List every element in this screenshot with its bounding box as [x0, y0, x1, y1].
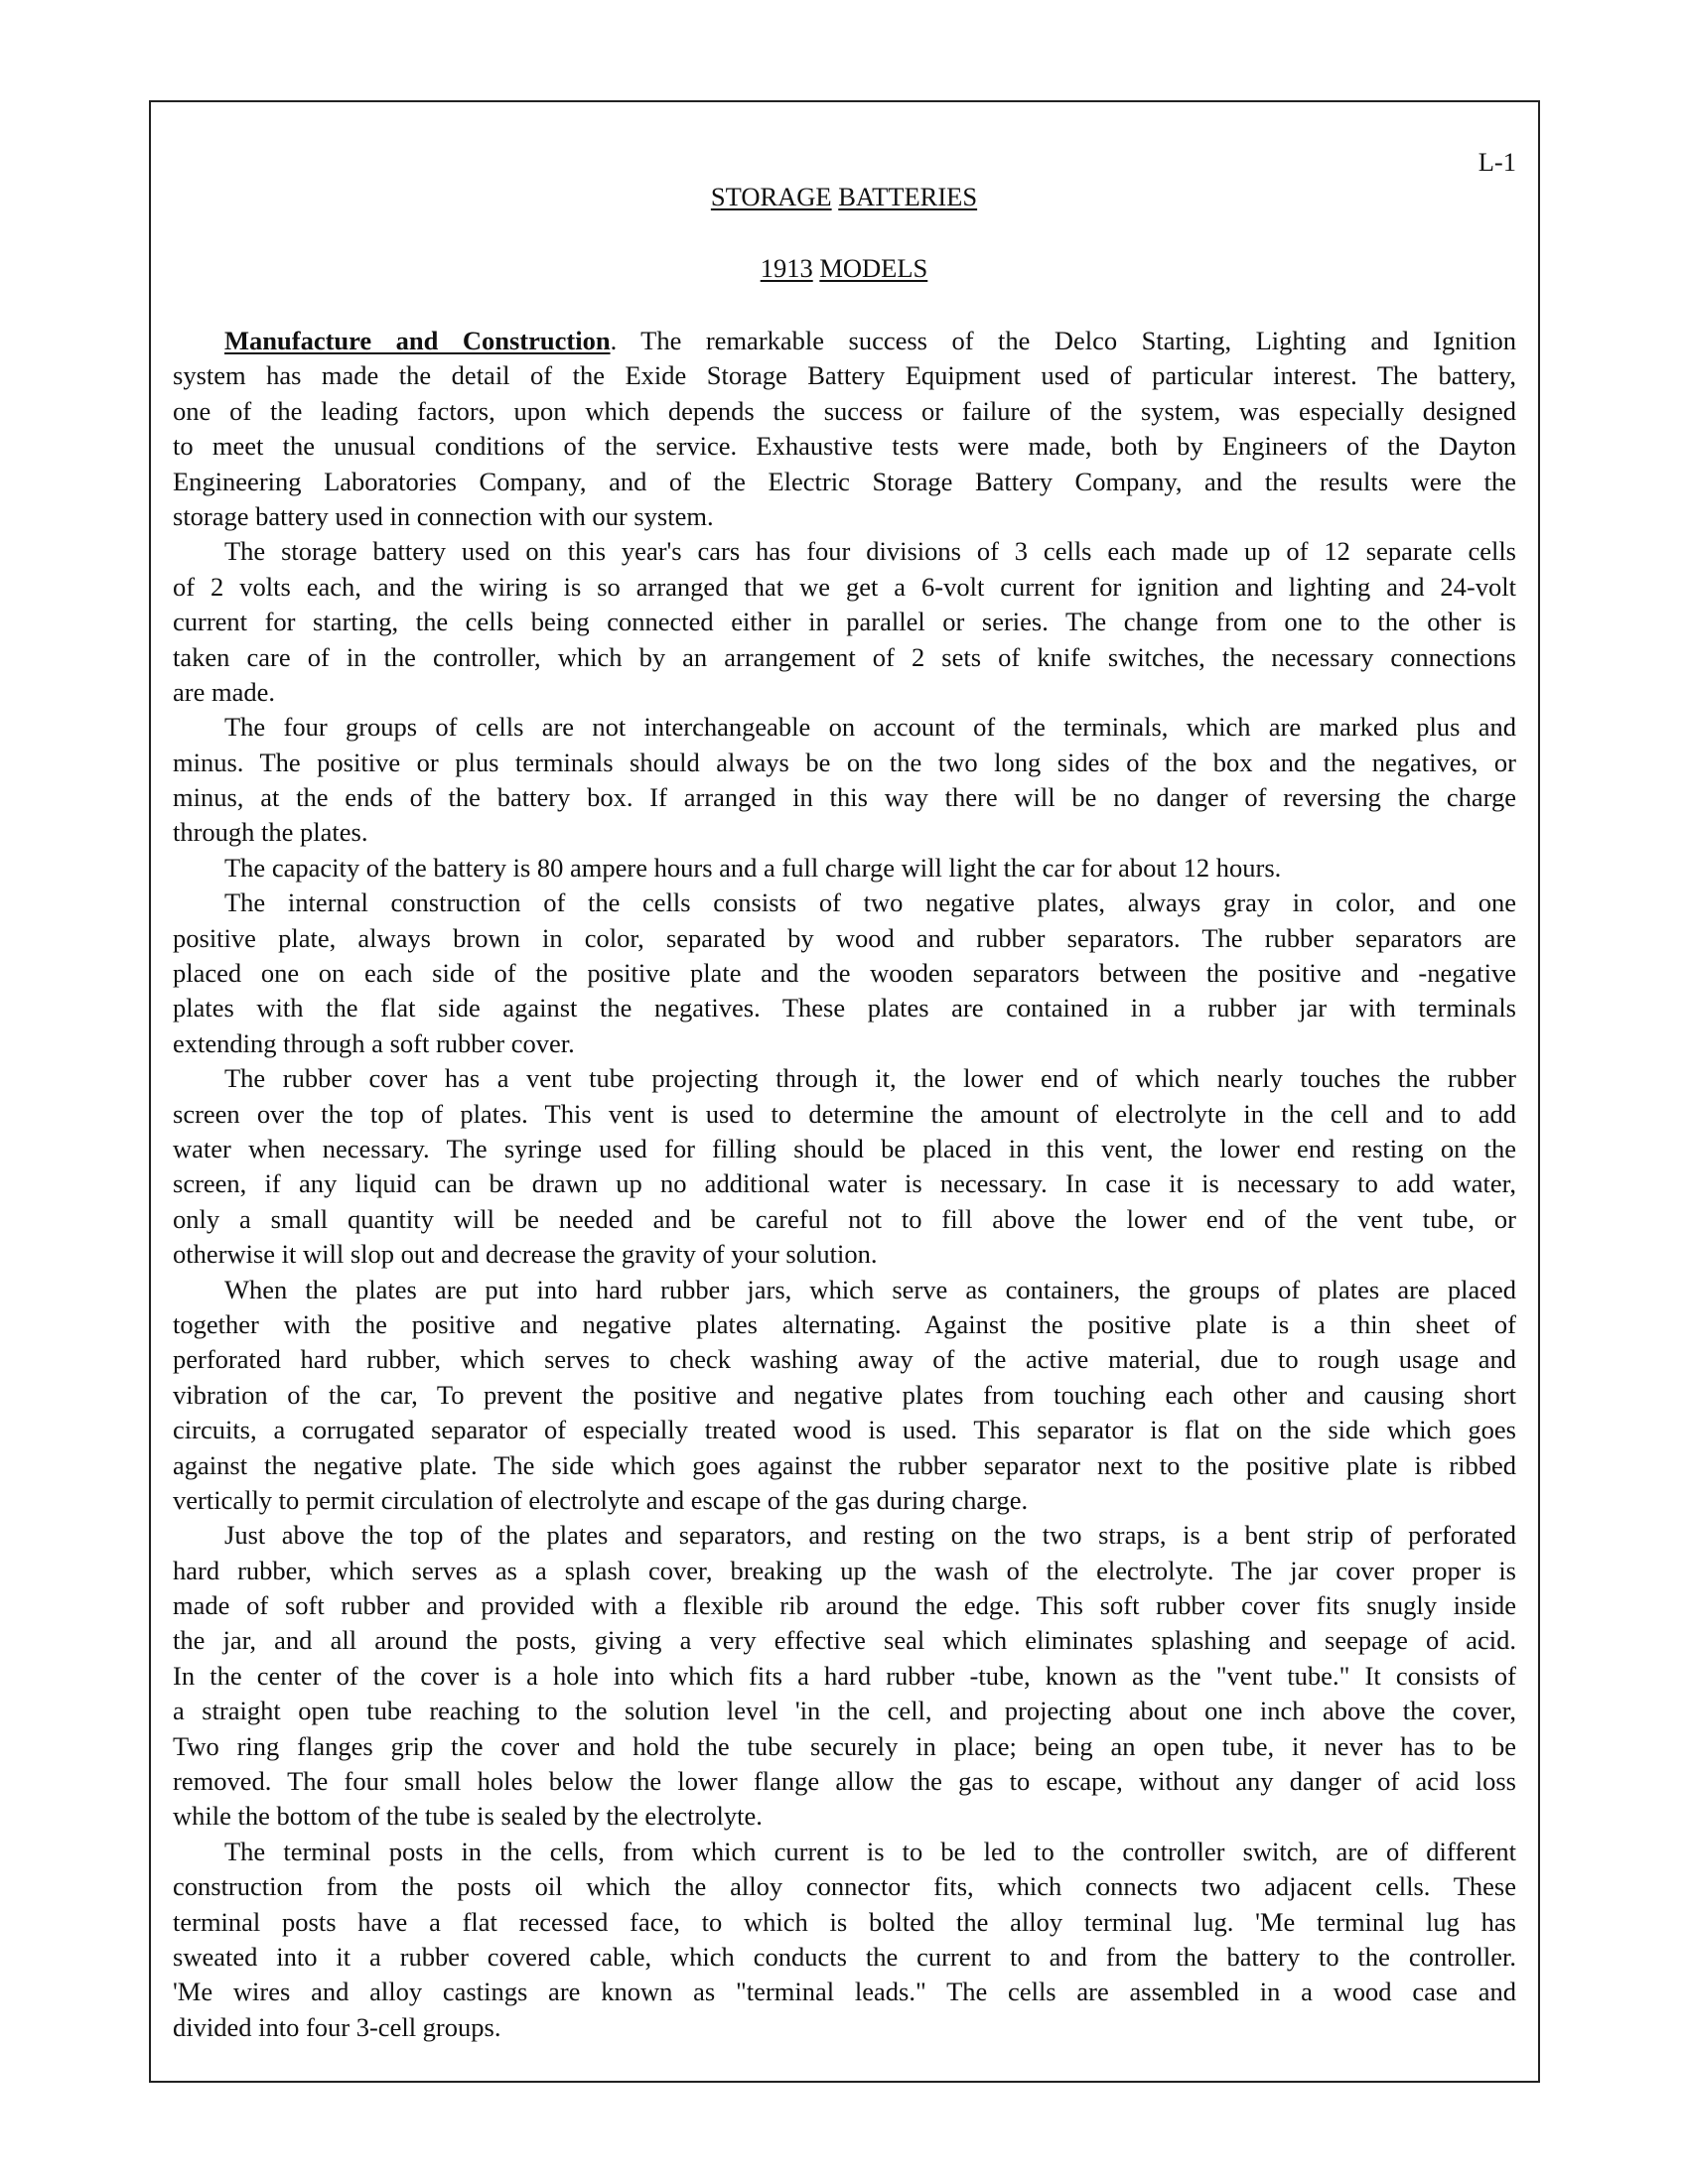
text-line: to meet the unusual conditions of the service. Exhaustive tests were made, both by Engineers of the Dayton — [173, 431, 1516, 462]
text-line: Just above the top of the plates and separators, and resting on the two straps, is a bent strip of perforated — [224, 1520, 1516, 1551]
text-line: In the center of the cover is a hole into which fits a hard rubber -tube, known as the "vent tube." It consists of — [173, 1660, 1516, 1691]
page-title — [0, 182, 1688, 212]
text-line: When the plates are put into hard rubber jars, which serve as containers, the groups of plates are placed — [224, 1274, 1516, 1304]
text-line: minus, at the ends of the battery box. If arranged in this way there will be no danger of reversing the charge — [173, 782, 1516, 813]
section-heading: Manufacture and Construction — [224, 326, 611, 355]
paragraph — [173, 1273, 1516, 1519]
text-line: water when necessary. The syringe used for filling should be placed in this vent, the lower end resting on the — [173, 1133, 1516, 1163]
text-line: The rubber cover has a vent tube projecting through it, the lower end of which nearly touches the rubber — [224, 1063, 1516, 1094]
text-line: screen over the top of plates. This vent is used to determine the amount of electrolyte in the cell and to add — [173, 1098, 1516, 1129]
paragraph — [173, 324, 1516, 534]
paragraph — [173, 886, 1516, 1061]
text-line: made of soft rubber and provided with a flexible rib around the edge. This soft rubber cover fits snugly inside — [173, 1590, 1516, 1621]
text-line: terminal posts have a flat recessed face, to which is bolted the alloy terminal lug. 'Me terminal lug has — [173, 1906, 1516, 1937]
text-line: of 2 volts each, and the wiring is so arranged that we get a 6-volt current for ignition and lighting and 24-volt — [173, 571, 1516, 602]
text-line: the jar, and all around the posts, giving a very effective seal which eliminates splashing and seepage of acid. — [173, 1625, 1516, 1656]
text-line: The four groups of cells are not interchangeable on account of the terminals, which are marked plus and — [224, 712, 1516, 743]
text-line: vibration of the car, To prevent the positive and negative plates from touching each other and causing short — [173, 1379, 1516, 1410]
paragraph — [173, 851, 1516, 886]
text-line: plates with the flat side against the negatives. These plates are contained in a rubber jar with terminals — [173, 993, 1516, 1024]
text-line: taken care of in the controller, which by an arrangement of 2 sets of knife switches, the necessary connections — [173, 641, 1516, 672]
text-line: removed. The four small holes below the lower flange allow the gas to escape, without any danger of acid loss — [173, 1766, 1516, 1797]
text-line: system has made the detail of the Exide Storage Battery Equipment used of particular interest. The battery, — [173, 360, 1516, 391]
text-line: positive plate, always brown in color, separated by wood and rubber separators. The rubber separators are — [173, 922, 1516, 953]
subtitle-word: 1913 — [760, 253, 813, 283]
text-line: a straight open tube reaching to the solution level 'in the cell, and projecting about one inch above the cover, — [173, 1696, 1516, 1726]
text-line: 'Me wires and alloy castings are known as "terminal leads." The cells are assembled in a wood case and — [173, 1977, 1516, 2007]
text-line: while the bottom of the tube is sealed by the electrolyte. — [173, 1801, 763, 1832]
text-line: divided into four 3-cell groups. — [173, 2011, 501, 2042]
text-line: placed one on each side of the positive plate and the wooden separators between the positive and -negative — [173, 958, 1516, 989]
text-line: together with the positive and negative plates alternating. Against the positive plate is a thin sheet of — [173, 1308, 1516, 1339]
text-line: perforated hard rubber, which serves to check washing away of the active material, due to rough usage and — [173, 1344, 1516, 1375]
text-line: are made. — [173, 676, 275, 707]
text-line: hard rubber, which serves as a splash cover, breaking up the wash of the electrolyte. The jar cover proper is — [173, 1555, 1516, 1585]
paragraph — [173, 1518, 1516, 1835]
title-word: BATTERIES — [838, 182, 978, 211]
document-body — [173, 324, 1516, 2045]
text-line: storage battery used in connection with our system. — [173, 500, 714, 531]
text-line: extending through a soft rubber cover. — [173, 1027, 575, 1058]
text-line: current for starting, the cells being connected either in parallel or series. The change from one to the other is — [173, 607, 1516, 637]
page-number: L-1 — [1477, 147, 1516, 177]
text-line: minus. The positive or plus terminals should always be on the two long sides of the box and the negatives, or — [173, 747, 1516, 777]
text-line: vertically to permit circulation of electrolyte and escape of the gas during charge. — [173, 1484, 1029, 1515]
text-line: construction from the posts oil which the alloy connector fits, which connects two adjacent cells. These — [173, 1871, 1516, 1902]
text-line: screen, if any liquid can be drawn up no additional water is necessary. In case it is necessary to add water, — [173, 1168, 1516, 1199]
text-line: Engineering Laboratories Company, and of the Electric Storage Battery Company, and the results were the — [173, 466, 1516, 496]
text-line: one of the leading factors, upon which depends the success or failure of the system, was especially designed — [173, 395, 1516, 426]
paragraph — [173, 1835, 1516, 2045]
text-line: Two ring flanges grip the cover and hold the tube securely in place; being an open tube, it never has to be — [173, 1730, 1516, 1761]
paragraph — [173, 1061, 1516, 1272]
text-line: The terminal posts in the cells, from which current is to be led to the controller switch, are of different — [224, 1836, 1516, 1866]
text-line: The storage battery used on this year's cars has four divisions of 3 cells each made up of 12 separate cells — [224, 536, 1516, 567]
page-subtitle — [0, 253, 1688, 284]
text-line: against the negative plate. The side which goes against the rubber separator next to the positive plate is ribbed — [173, 1449, 1516, 1480]
text-line: circuits, a corrugated separator of especially treated wood is used. This separator is flat on the side which goes — [173, 1415, 1516, 1445]
text-line: The capacity of the battery is 80 ampere hours and a full charge will light the car for about 12 hours. — [224, 852, 1282, 883]
title-word: STORAGE — [710, 182, 832, 211]
text-line: through the plates. — [173, 817, 368, 848]
text-line: The internal construction of the cells consists of two negative plates, always gray in color, and one — [224, 887, 1516, 918]
paragraph — [173, 710, 1516, 851]
text-line: otherwise it will slop out and decrease the gravity of your solution. — [173, 1239, 878, 1270]
subtitle-word: MODELS — [819, 253, 928, 283]
text-line: sweated into it a rubber covered cable, which conducts the current to and from the battery to the controller. — [173, 1941, 1516, 1972]
text-line: Manufacture and Construction. The remarkable success of the Delco Starting, Lighting and Ignition — [224, 326, 1517, 355]
paragraph — [173, 534, 1516, 710]
text-line: only a small quantity will be needed and be careful not to fill above the lower end of the vent tube, or — [173, 1203, 1516, 1234]
